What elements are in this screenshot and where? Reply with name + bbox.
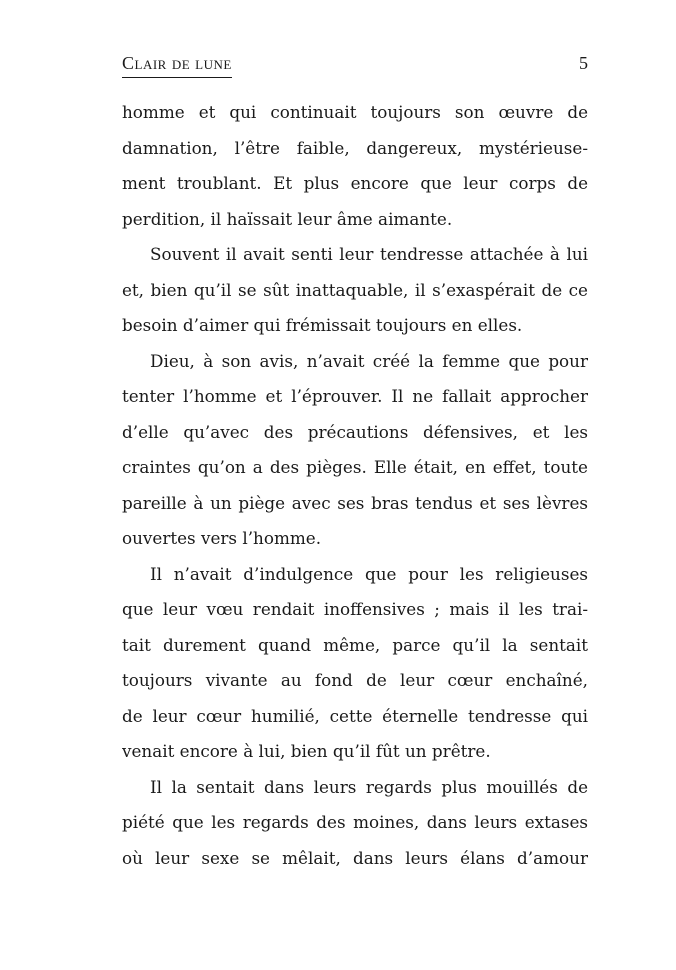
text-line: perdition, il haïssait leur âme aimante. (122, 208, 453, 229)
text-line: et, bien qu’il se sût inattaquable, il s’exaspérait de ce (122, 279, 588, 300)
text-line: pareille à un piège avec ses bras tendus et ses lèvres (122, 492, 588, 513)
text-line: homme et qui continuait toujours son œuvre de (122, 102, 588, 122)
text-line: où leur sexe se mêlait, dans leurs élans d’amour (122, 847, 588, 868)
paragraph (122, 344, 588, 557)
text-line: ment troublant. Et plus encore que leur corps de (122, 173, 588, 193)
text-line: piété que les regards des moines, dans leurs extases (122, 812, 588, 832)
running-title: Clair de lune (122, 52, 232, 78)
text-line: Il n’avait d’indulgence que pour les religieuses (150, 563, 588, 584)
text-line: tait durement quand même, parce qu’il la sentait (122, 634, 588, 655)
paragraph (122, 770, 588, 877)
text-line: toujours vivante au fond de leur cœur enchaîné, (122, 670, 588, 690)
paragraph (122, 95, 588, 237)
text-line: ouvertes vers l’homme. (122, 528, 322, 548)
text-line: venait encore à lui, bien qu’il fût un prêtre. (122, 741, 491, 761)
paragraph (122, 557, 588, 770)
text-line: craintes qu’on a des pièges. Elle était, en effet, toute (122, 457, 588, 477)
text-line: damnation, l’être faible, dangereux, mystérieuse- (122, 137, 588, 158)
running-head (122, 52, 588, 78)
text-line: de leur cœur humilié, cette éternelle tendresse qui (122, 705, 588, 726)
text-line: besoin d’aimer qui frémissait toujours en elles. (122, 315, 523, 335)
paragraph (122, 237, 588, 344)
text-line: tenter l’homme et l’éprouver. Il ne fallait approcher (122, 386, 588, 406)
page-number: 5 (579, 53, 588, 73)
text-line: d’elle qu’avec des précautions défensives, et les (122, 421, 588, 442)
body-text (122, 95, 588, 876)
text-line: Dieu, à son avis, n’avait créé la femme que pour (150, 350, 588, 371)
text-line: Souvent il avait senti leur tendresse attachée à lui (150, 244, 588, 264)
text-line: Il la sentait dans leurs regards plus mouillés de (150, 776, 588, 797)
text-line: que leur vœu rendait inoffensives ; mais il les trai- (122, 599, 588, 619)
